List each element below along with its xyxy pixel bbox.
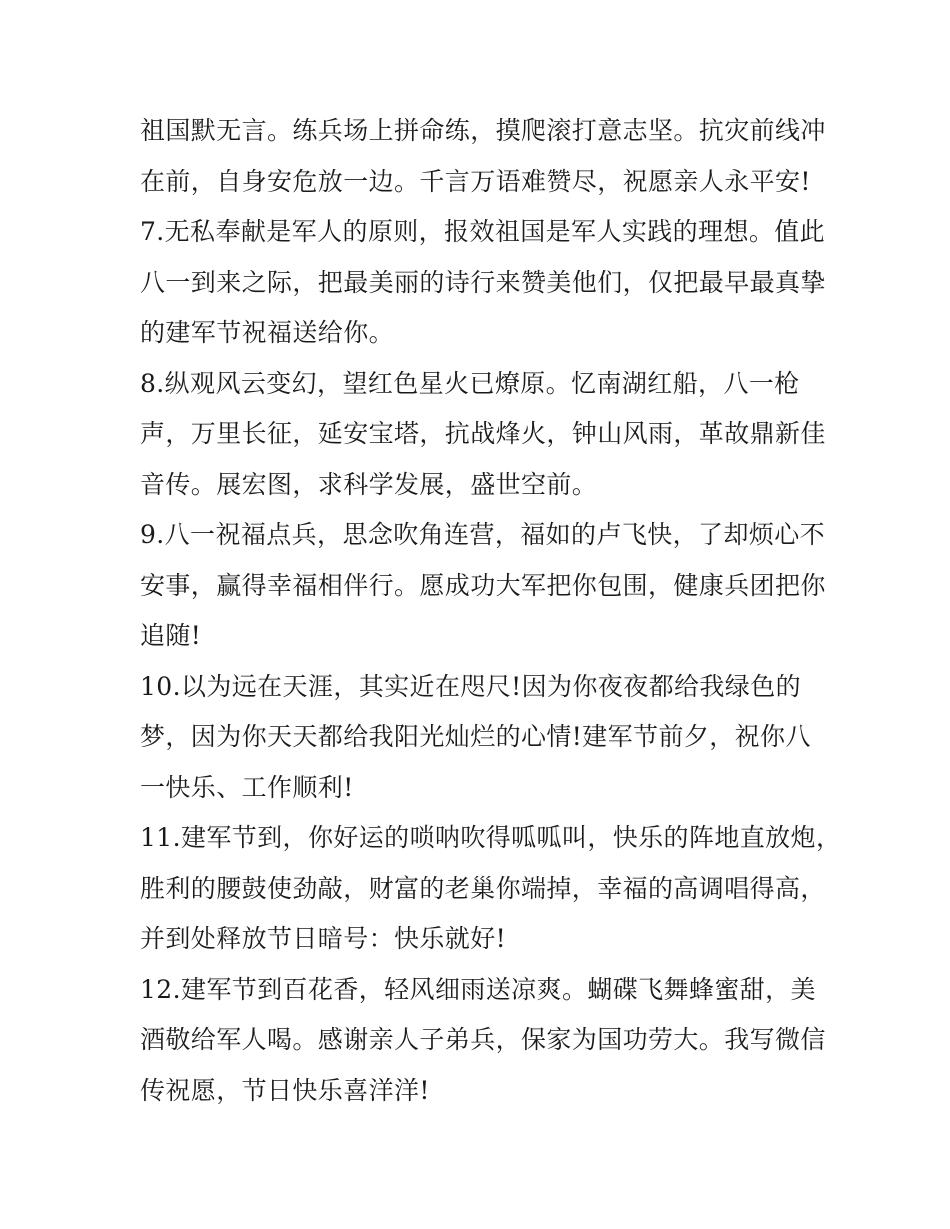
text-line: 在前，自身安危放一边。千言万语难赞尽，祝愿亲人永平安! xyxy=(140,166,811,196)
document-body xyxy=(140,106,842,1116)
paragraph-10-start: 10.以为远在天涯，其实近在咫尺!因为你夜夜都给我绿色的 xyxy=(140,671,802,701)
text-line: 声，万里长征，延安宝塔，抗战烽火，钟山风雨，革故鼎新佳 xyxy=(140,419,826,448)
paragraph-8-start: 8.纵观风云变幻，望红色星火已燎原。忆南湖红船，八一枪 xyxy=(140,368,800,398)
text-line: 追随! xyxy=(140,621,202,650)
text-line: 酒敬给军人喝。感谢亲人子弟兵，保家为国功劳大。我写微信 xyxy=(140,1025,826,1054)
paragraph-11-start: 11.建军节到，你好运的唢呐吹得呱呱叫，快乐的阵地直放炮， xyxy=(140,823,842,852)
paragraph-9-start: 9.八一祝福点兵，思念吹角连营，福如的卢飞快，了却烦心不 xyxy=(140,520,826,549)
text-line: 并到处释放节日暗号：快乐就好! xyxy=(140,924,507,953)
paragraph-12-start: 12.建军节到百花香，轻风细雨送凉爽。蝴碟飞舞蜂蜜甜，美 xyxy=(140,974,816,1004)
text-line: 安事，赢得幸福相伴行。愿成功大军把你包围，健康兵团把你 xyxy=(140,570,826,600)
text-line: 的建军节祝福送给你。 xyxy=(140,318,395,347)
text-line: 胜利的腰鼓使劲敲，财富的老巢你端掉，幸福的高调唱得高， xyxy=(140,873,826,903)
text-line: 一快乐、工作顺利! xyxy=(140,772,354,802)
text-line: 传祝愿，节日快乐喜洋洋! xyxy=(140,1075,430,1105)
text-line: 音传。展宏图，求科学发展，盛世空前。 xyxy=(140,469,598,499)
text-line: 八一到来之际，把最美丽的诗行来赞美他们，仅把最早最真挚 xyxy=(140,267,826,297)
text-line: 梦，因为你天天都给我阳光灿烂的心情!建军节前夕，祝你八 xyxy=(140,722,811,751)
paragraph-7-start: 7.无私奉献是军人的原则，报效祖国是军人实践的理想。值此 xyxy=(140,217,826,246)
text-line: 祖国默无言。练兵场上拼命练，摸爬滚打意志坚。抗灾前线冲 xyxy=(140,116,826,145)
